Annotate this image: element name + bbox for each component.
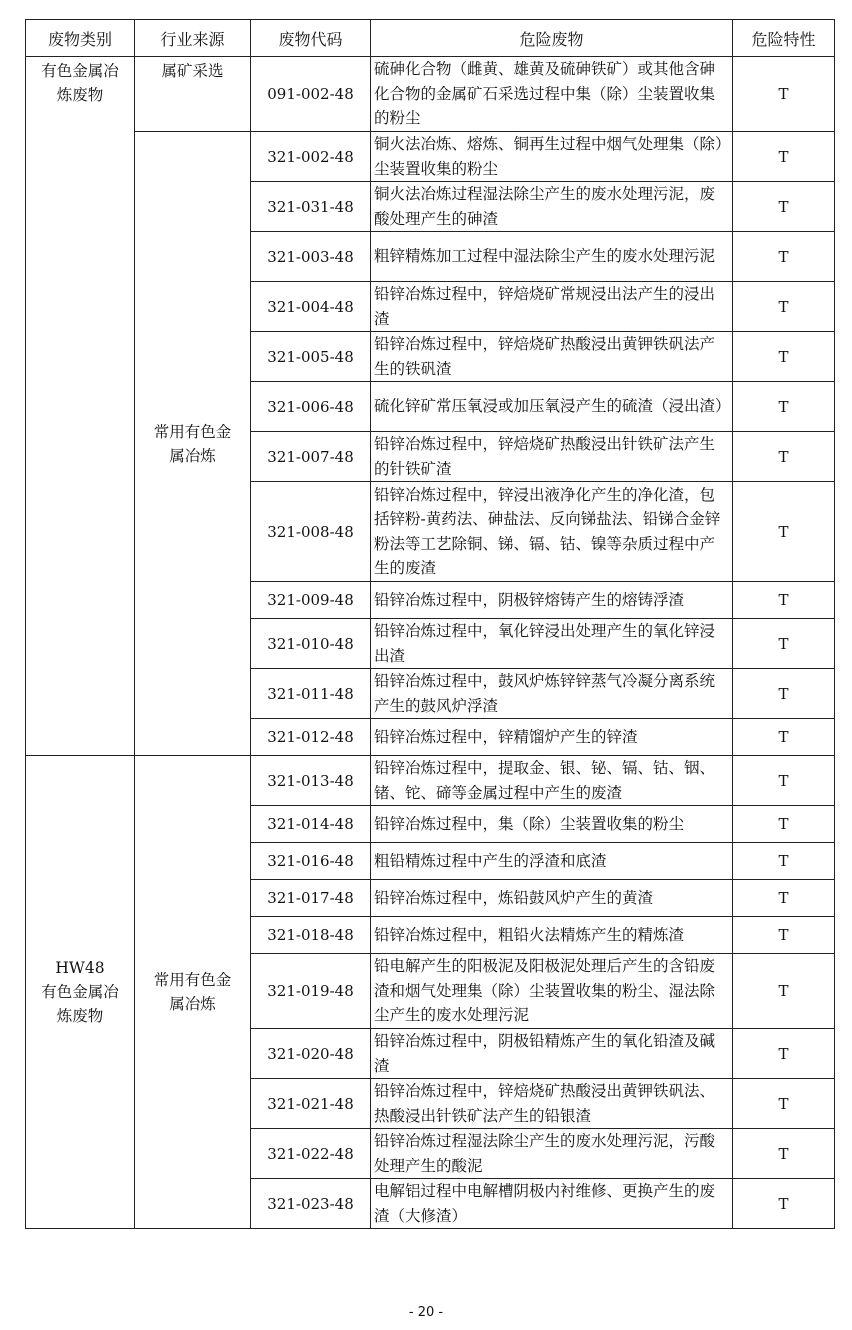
waste-code-cell: 321-013-48 xyxy=(251,756,371,806)
waste-description-cell: 粗铅精炼过程中产生的浮渣和底渣 xyxy=(371,843,733,880)
hazard-cell: T xyxy=(733,880,835,917)
waste-code-cell: 321-023-48 xyxy=(251,1179,371,1229)
hazard-cell: T xyxy=(733,619,835,669)
waste-description-cell: 铅锌冶炼过程湿法除尘产生的废水处理污泥，污酸处理产生的酸泥 xyxy=(371,1129,733,1179)
waste-description-cell: 铅电解产生的阳极泥及阳极泥处理后产生的含铅废渣和烟气处理集（除）尘装置收集的粉尘、湿法除尘产生的废水处理污泥 xyxy=(371,954,733,1029)
waste-code-cell: 321-009-48 xyxy=(251,582,371,619)
waste-description-cell: 铅锌冶炼过程中，锌精馏炉产生的锌渣 xyxy=(371,719,733,756)
waste-description-cell: 硫砷化合物（雌黄、雄黄及硫砷铁矿）或其他含砷化合物的金属矿石采选过程中集（除）尘装置收集的粉尘 xyxy=(371,57,733,132)
header-waste: 危险废物 xyxy=(371,20,733,57)
waste-code-cell: 321-012-48 xyxy=(251,719,371,756)
hazard-cell: T xyxy=(733,382,835,432)
source-cell: 常用有色金 属冶炼 xyxy=(135,132,251,756)
waste-code-cell: 321-020-48 xyxy=(251,1029,371,1079)
waste-description-cell: 铅锌冶炼过程中，鼓风炉炼锌锌蒸气冷凝分离系统产生的鼓风炉浮渣 xyxy=(371,669,733,719)
waste-description-cell: 铜火法冶炼过程湿法除尘产生的废水处理污泥，废酸处理产生的砷渣 xyxy=(371,182,733,232)
hazard-cell: T xyxy=(733,282,835,332)
waste-code-cell: 321-021-48 xyxy=(251,1079,371,1129)
hazard-cell: T xyxy=(733,756,835,806)
waste-code-cell: 321-014-48 xyxy=(251,806,371,843)
waste-code-cell: 321-008-48 xyxy=(251,482,371,582)
waste-code-cell: 321-007-48 xyxy=(251,432,371,482)
waste-code-cell: 321-011-48 xyxy=(251,669,371,719)
hazard-cell: T xyxy=(733,719,835,756)
waste-code-cell: 321-017-48 xyxy=(251,880,371,917)
waste-description-cell: 硫化锌矿常压氧浸或加压氧浸产生的硫渣（浸出渣） xyxy=(371,382,733,432)
header-code: 废物代码 xyxy=(251,20,371,57)
waste-description-cell: 铅锌冶炼过程中，锌浸出液净化产生的净化渣，包括锌粉-黄药法、砷盐法、反向锑盐法、铅锑合金锌粉法等工艺除铜、锑、镉、钴、镍等杂质过程中产生的废渣 xyxy=(371,482,733,582)
hazard-cell: T xyxy=(733,1129,835,1179)
waste-code-cell: 321-016-48 xyxy=(251,843,371,880)
waste-code-cell: 321-010-48 xyxy=(251,619,371,669)
hazard-cell: T xyxy=(733,806,835,843)
hazard-cell: T xyxy=(733,482,835,582)
waste-description-cell: 铅锌冶炼过程中，炼铅鼓风炉产生的黄渣 xyxy=(371,880,733,917)
waste-code-cell: 091-002-48 xyxy=(251,57,371,132)
waste-code-cell: 321-022-48 xyxy=(251,1129,371,1179)
source-cell: 常用有色金 属冶炼 xyxy=(135,756,251,1229)
waste-code-cell: 321-019-48 xyxy=(251,954,371,1029)
waste-description-cell: 铅锌冶炼过程中，阴极锌熔铸产生的熔铸浮渣 xyxy=(371,582,733,619)
hazard-cell: T xyxy=(733,669,835,719)
hazard-cell: T xyxy=(733,132,835,182)
hazard-cell: T xyxy=(733,1029,835,1079)
waste-description-cell: 铅锌冶炼过程中，锌焙烧矿热酸浸出针铁矿法产生的针铁矿渣 xyxy=(371,432,733,482)
hazard-cell: T xyxy=(733,332,835,382)
source-cell: 属矿采选 xyxy=(135,57,251,132)
waste-code-cell: 321-004-48 xyxy=(251,282,371,332)
waste-code-cell: 321-006-48 xyxy=(251,382,371,432)
waste-description-cell: 电解铝过程中电解槽阴极内衬维修、更换产生的废渣（大修渣） xyxy=(371,1179,733,1229)
waste-description-cell: 铅锌冶炼过程中，锌焙烧矿常规浸出法产生的浸出渣 xyxy=(371,282,733,332)
hazardous-waste-table xyxy=(25,19,835,1229)
table-row xyxy=(26,756,835,806)
waste-description-cell: 铅锌冶炼过程中，提取金、银、铋、镉、钴、铟、锗、铊、碲等金属过程中产生的废渣 xyxy=(371,756,733,806)
page-number: - 20 - xyxy=(408,1305,444,1320)
hazard-cell: T xyxy=(733,843,835,880)
hazard-cell: T xyxy=(733,954,835,1029)
waste-description-cell: 铅锌冶炼过程中，锌焙烧矿热酸浸出黄钾铁矾法产生的铁矾渣 xyxy=(371,332,733,382)
waste-description-cell: 铅锌冶炼过程中，锌焙烧矿热酸浸出黄钾铁矾法、热酸浸出针铁矿法产生的铅银渣 xyxy=(371,1079,733,1129)
table-row xyxy=(26,57,835,132)
waste-code-cell: 321-003-48 xyxy=(251,232,371,282)
hazard-cell: T xyxy=(733,917,835,954)
waste-description-cell: 铅锌冶炼过程中，阴极铅精炼产生的氧化铅渣及碱渣 xyxy=(371,1029,733,1079)
waste-description-cell: 铅锌冶炼过程中，粗铅火法精炼产生的精炼渣 xyxy=(371,917,733,954)
hazard-cell: T xyxy=(733,1179,835,1229)
category-cell: HW48 有色金属冶 炼废物 xyxy=(26,756,135,1229)
waste-description-cell: 粗锌精炼加工过程中湿法除尘产生的废水处理污泥 xyxy=(371,232,733,282)
waste-code-cell: 321-018-48 xyxy=(251,917,371,954)
hazard-cell: T xyxy=(733,1079,835,1129)
waste-code-cell: 321-031-48 xyxy=(251,182,371,232)
hazard-cell: T xyxy=(733,232,835,282)
header-source: 行业来源 xyxy=(135,20,251,57)
header-row xyxy=(26,20,835,57)
waste-code-cell: 321-005-48 xyxy=(251,332,371,382)
waste-description-cell: 铅锌冶炼过程中，氧化锌浸出处理产生的氧化锌浸出渣 xyxy=(371,619,733,669)
header-category: 废物类别 xyxy=(26,20,135,57)
waste-code-cell: 321-002-48 xyxy=(251,132,371,182)
header-hazard: 危险特性 xyxy=(733,20,835,57)
hazard-cell: T xyxy=(733,57,835,132)
waste-description-cell: 铅锌冶炼过程中，集（除）尘装置收集的粉尘 xyxy=(371,806,733,843)
category-cell: 有色金属冶 炼废物 xyxy=(26,57,135,756)
hazard-cell: T xyxy=(733,182,835,232)
hazard-cell: T xyxy=(733,432,835,482)
waste-description-cell: 铜火法冶炼、熔炼、铜再生过程中烟气处理集（除）尘装置收集的粉尘 xyxy=(371,132,733,182)
hazard-cell: T xyxy=(733,582,835,619)
table-row xyxy=(26,132,835,182)
